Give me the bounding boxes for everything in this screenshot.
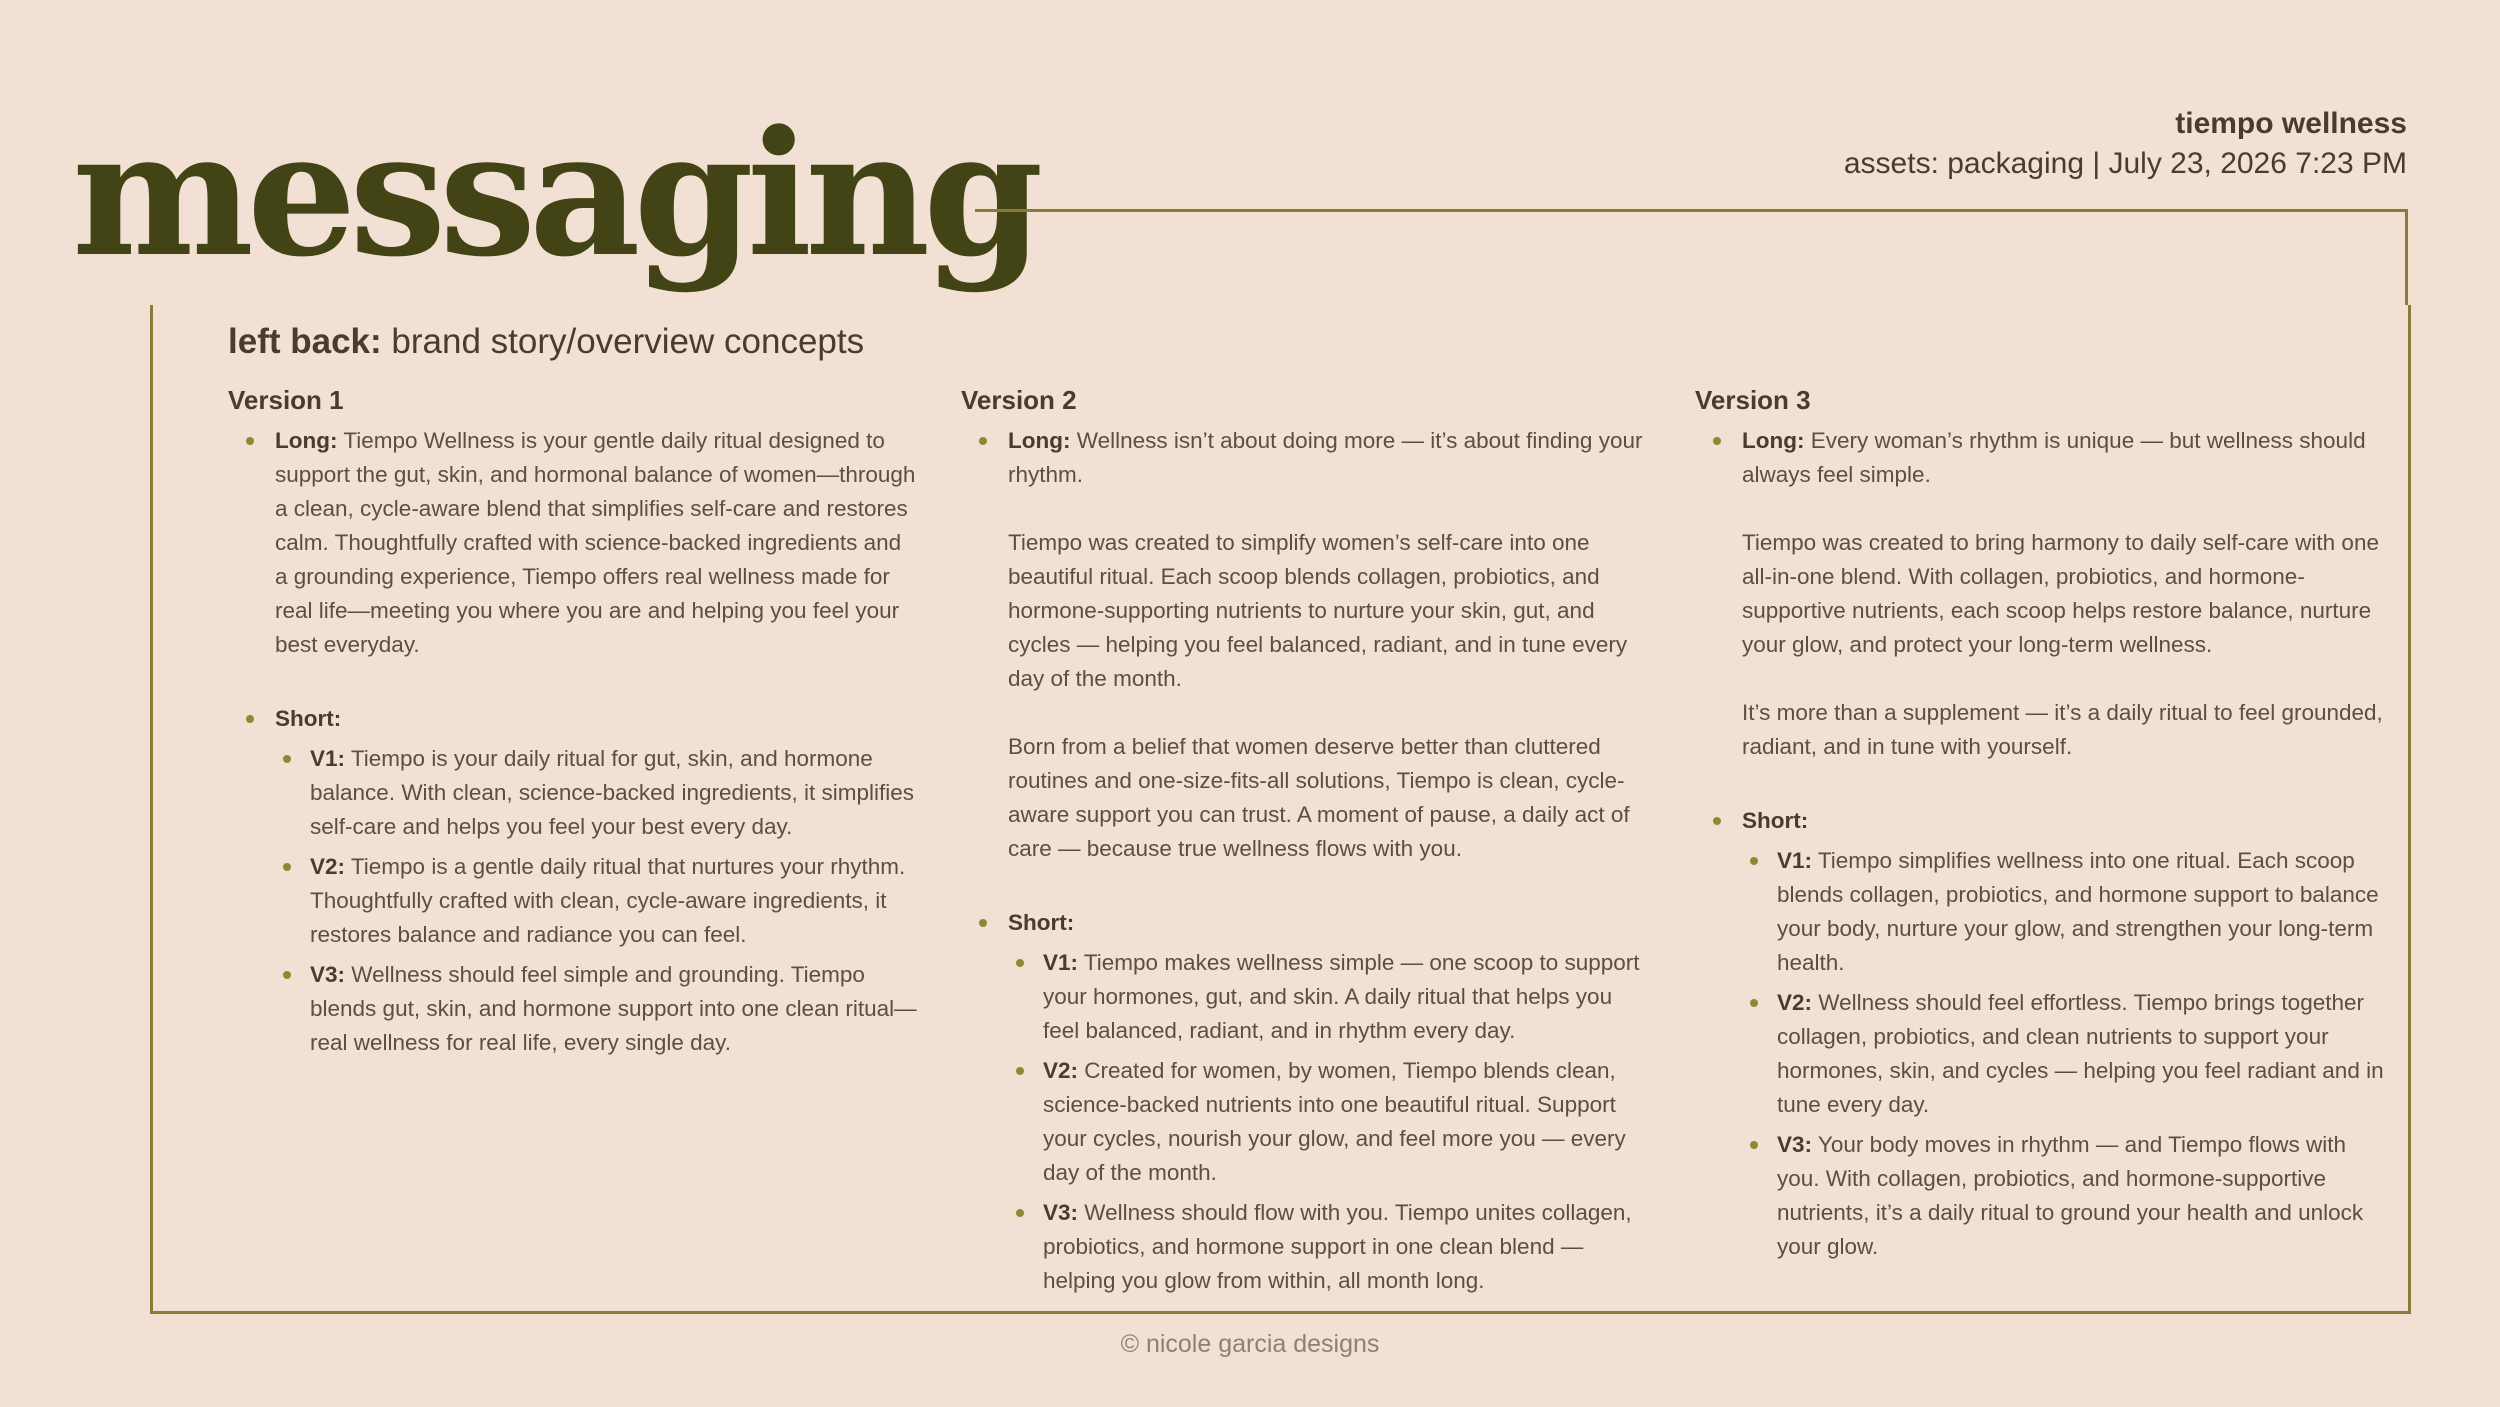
asset-meta: assets: packaging | July 23, 2026 7:23 PM [1843, 147, 2407, 180]
short-variants [275, 742, 918, 1060]
bullet-icon [1016, 1067, 1024, 1075]
bullet-icon [246, 715, 254, 723]
version-column-2 [961, 380, 1651, 1304]
short-copy-item [228, 702, 918, 1060]
short-variants [1742, 844, 2385, 1264]
short-variant: V2: Created for women, by women, Tiempo blends clean, science-backed nutrients into one beautiful ritual. Support your cycles, nourish your glow, and feel more you — every day of the month. [1008, 1054, 1651, 1190]
long-paragraph: Tiempo was created to bring harmony to daily self-care with one all-in-one blend. With collagen, probiotics, and hormone-supportive nutrients, each scoop helps restore balance, nurture your glow, and protect your long-term wellness. [1742, 530, 2379, 657]
long-paragraph: Tiempo was created to simplify women’s self-care into one beautiful ritual. Each scoop blends collagen, probiotics, and hormone-supporting nutrients to nurture your skin, gut, and cycles — helping you feel balanced, radiant, and in tune every day of the month. [1008, 530, 1628, 691]
short-variant: V2: Tiempo is a gentle daily ritual that nurtures your rhythm. Thoughtfully crafted with clean, cycle-aware ingredients, it restores balance and radiance you can feel. [275, 850, 918, 952]
frame-edge [2405, 209, 2408, 305]
long-copy-item [1695, 424, 2385, 764]
short-label: Short: [1008, 910, 1075, 935]
bullet-icon [979, 919, 987, 927]
bullet-icon [1016, 959, 1024, 967]
section-subtitle: brand story/overview concepts [391, 322, 865, 361]
section-label: left back: [228, 322, 382, 361]
long-label: Long: [1742, 428, 1805, 453]
long-copy-item [961, 424, 1651, 866]
bullet-icon [1750, 1141, 1758, 1149]
short-variant: V1: Tiempo is your daily ritual for gut, skin, and hormone balance. With clean, science-backed ingredients, it simplifies self-care and helps you feel your best every day. [275, 742, 918, 844]
short-variants [1008, 946, 1651, 1298]
long-label: Long: [1008, 428, 1071, 453]
long-paragraph: It’s more than a supplement — it’s a daily ritual to feel grounded, radiant, and in tune with yourself. [1742, 700, 2383, 759]
bullet-icon [1016, 1209, 1024, 1217]
page-title: messaging [72, 92, 1037, 295]
bullet-icon [979, 437, 987, 445]
short-copy-item [961, 906, 1651, 1298]
short-variant: V3: Wellness should flow with you. Tiempo unites collagen, probiotics, and hormone support in one clean blend — helping you glow from within, all month long. [1008, 1196, 1651, 1298]
bullet-icon [1713, 437, 1721, 445]
copyright-footer: © nicole garcia designs [1120, 1330, 1380, 1358]
long-paragraph: Long: Every woman’s rhythm is unique — but wellness should always feel simple. [1742, 428, 2366, 487]
long-copy-item [228, 424, 918, 662]
brand-name: tiempo wellness [2175, 107, 2407, 140]
long-paragraph: Long: Tiempo Wellness is your gentle daily ritual designed to support the gut, skin, and hormonal balance of women—through a clean, cycle-aware blend that simplifies self-care and restores calm. Thoughtfully crafted with science-backed ingredients and a grounding experience, Tiempo offers real wellness made for real life—meeting you where you are and helping you feel your best everyday. [275, 428, 916, 657]
short-copy-item [1695, 804, 2385, 1264]
bullet-icon [1750, 857, 1758, 865]
version-column-3 [1695, 380, 2385, 1270]
section-heading [228, 322, 864, 362]
bullet-icon [283, 971, 291, 979]
version-column-1 [228, 380, 918, 1066]
long-label: Long: [275, 428, 338, 453]
long-paragraph: Born from a belief that women deserve better than cluttered routines and one-size-fits-all solutions, Tiempo is clean, cycle-aware support you can trust. A moment of pause, a daily act of care — because true wellness flows with you. [1008, 734, 1630, 861]
short-variant: V1: Tiempo makes wellness simple — one scoop to support your hormones, gut, and skin. A daily ritual that helps you feel balanced, radiant, and in rhythm every day. [1008, 946, 1651, 1048]
version-heading: Version 1 [228, 385, 344, 415]
short-variant: V3: Your body moves in rhythm — and Tiempo flows with you. With collagen, probiotics, and hormone-supportive nutrients, it’s a daily ritual to ground your health and unlock your glow. [1742, 1128, 2385, 1264]
bullet-icon [246, 437, 254, 445]
brand-info [1844, 104, 2407, 184]
short-label: Short: [1742, 808, 1809, 833]
bullet-icon [283, 755, 291, 763]
short-variant: V1: Tiempo simplifies wellness into one ritual. Each scoop blends collagen, probiotics, and hormone support to balance your body, nurture your glow, and strengthen your long-term health. [1742, 844, 2385, 980]
short-label: Short: [275, 706, 342, 731]
bullet-icon [1750, 999, 1758, 1007]
bullet-icon [1713, 817, 1721, 825]
header-rule [975, 209, 2407, 212]
long-paragraph: Long: Wellness isn’t about doing more — it’s about finding your rhythm. [1008, 428, 1643, 487]
version-heading: Version 2 [961, 385, 1077, 415]
short-variant: V3: Wellness should feel simple and grounding. Tiempo blends gut, skin, and hormone support into one clean ritual—real wellness for real life, every single day. [275, 958, 918, 1060]
short-variant: V2: Wellness should feel effortless. Tiempo brings together collagen, probiotics, and clean nutrients to support your hormones, skin, and cycles — helping you feel radiant and in tune every day. [1742, 986, 2385, 1122]
bullet-icon [283, 863, 291, 871]
version-heading: Version 3 [1695, 385, 1811, 415]
